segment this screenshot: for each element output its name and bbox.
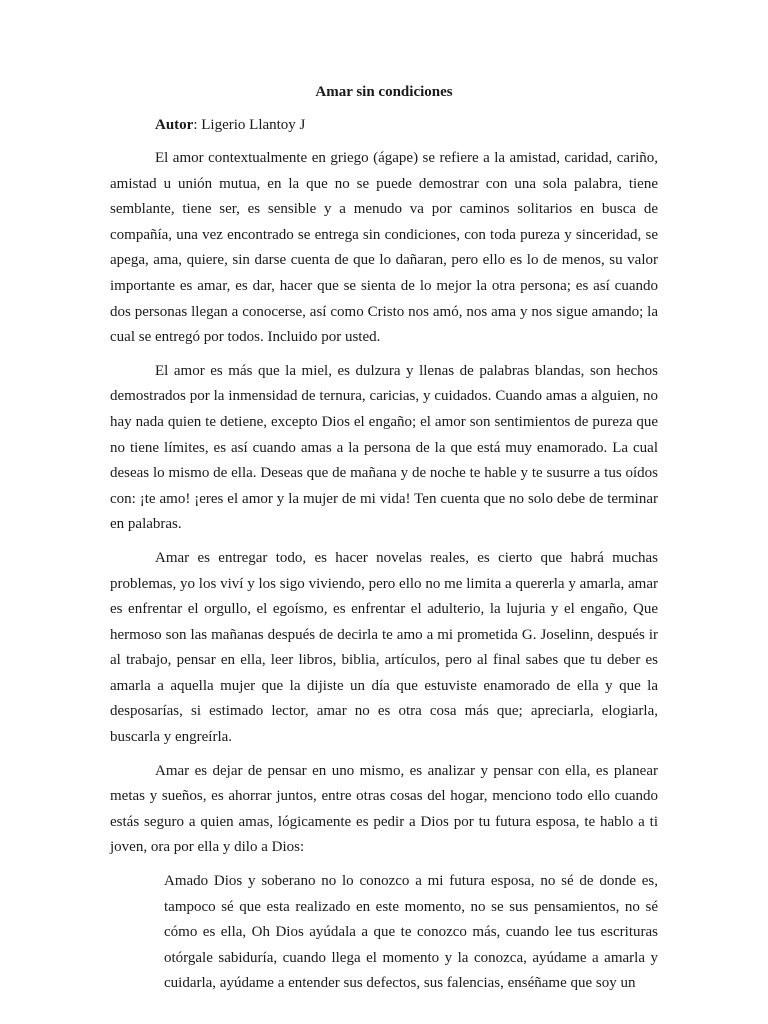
body-paragraph-3: Amar es entregar todo, es hacer novelas reales, es cierto que habrá muchas problemas, yo los viví y los sigo viviendo, pero ello no me limita a quererla y amarla, amar es enfrentar el orgullo, el egoísmo, es enfrentar el adulterio, la lujuria y el engaño, Que hermoso son las mañanas después de decirla te amo a mi prometida G. Joselinn, después ir al trabajo, pensar en ella, leer libros, biblia, artículos, pero al final sabes que tu deber es amarla a aquella mujer que la dijiste un día que estuviste enamorado de ella y que la desposarías, si estimado lector, amar no es otra cosa más que; apreciarla, elogiarla, buscarla y engreírla.: [110, 549, 658, 746]
author-label: Autor: [155, 117, 194, 133]
document-title: Amar sin condiciones: [315, 84, 453, 100]
author-name: Ligerio Llantoy J: [201, 117, 306, 133]
author-separator: :: [193, 117, 202, 133]
prayer-block: Amado Dios y soberano no lo conozco a mi futura esposa, no sé de donde es, tampoco sé que esta realizado en este momento, no se sus pensamientos, no sé cómo es ella, Oh Dios ayúdala a que te conozco más, cuando lee tus escrituras otórgale sabiduría, cuando llega el momento y la conozca, ayúdame a amarla y cuidarla, ayúdame a entender sus defectos, sus falencias, enséñame que soy un: [164, 873, 658, 992]
body-paragraph-4: Amar es dejar de pensar en uno mismo, es analizar y pensar con ella, es planear metas y sueños, es ahorrar juntos, entre otras cosas del hogar, menciono todo ello cuando estás seguro a quien amas, lógicamente es pedir a Dios por tu futura esposa, te hablo a ti joven, ora por ella y dilo a Dios:: [110, 762, 658, 856]
body-paragraph-1: El amor contextualmente en griego (ágape) se refiere a la amistad, caridad, cariño, amistad u unión mutua, en la que no se puede demostrar con una sola palabra, tiene semblante, tiene ser, es sensible y a menudo va por caminos solitarios en busca de compañía, una vez encontrado se entrega sin condiciones, con toda pureza y sinceridad, se apega, ama, quiere, sin darse cuenta de que lo dañaran, pero ello es lo de menos, su valor importante es amar, es dar, hacer que se sienta de lo mejor la otra persona; es así cuando dos personas llegan a conocerse, así como Cristo nos amó, nos ama y nos sigue amando; la cual se entregó por todos. Incluido por usted.: [110, 150, 658, 346]
author-line: [110, 115, 658, 135]
body-paragraph-2: El amor es más que la miel, es dulzura y llenas de palabras blandas, son hechos demostrados por la inmensidad de ternura, caricias, y cuidados. Cuando amas a alguien, no hay nada quien te detiene, excepto Dios el engaño; el amor son sentimientos de pureza que no tiene límites, es así cuando amas a la persona de la que está muy enamorado. La cual deseas lo mismo de ella. Deseas que de mañana y de noche te hable y te susurre a tus oídos con: ¡te amo! ¡eres el amor y la mujer de mi vida! Ten cuenta que no solo debe de terminar en palabras.: [110, 362, 658, 533]
